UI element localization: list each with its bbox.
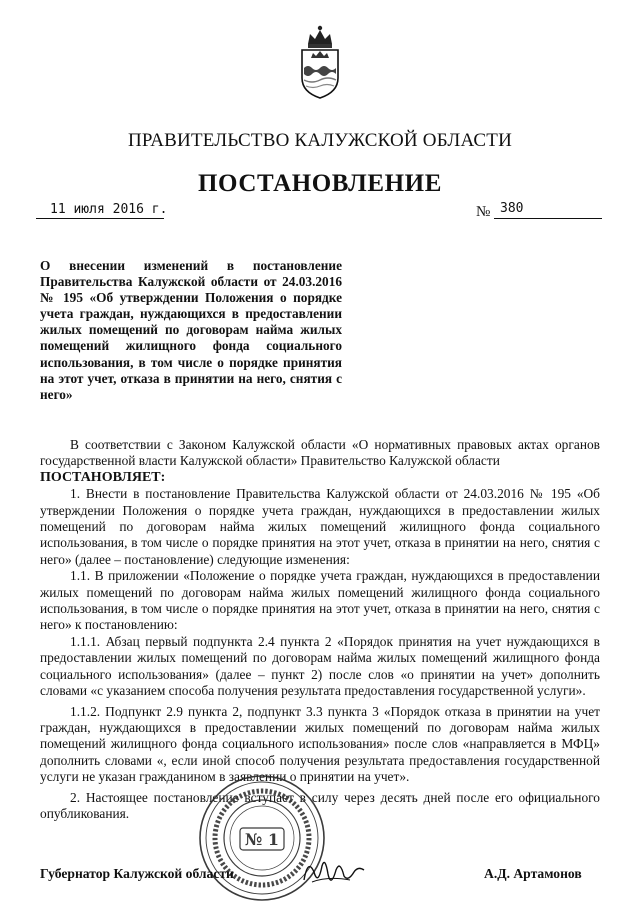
paragraph-1-1-2: 1.1.2. Подпункт 2.9 пункта 2, подпункт 3.3 пункта 3 «Порядок отказа в принятии на учет граждан, нуждающихся в предоставлении жилых помещений по договорам найма жилых помещений жилищного фонда социального использования» после слов «направляется в МФЦ» дополнить словами «, если иной способ получения результата предоставления государственной услуги не указан гражданином в заявлении о принятии на учет». <box>40 703 600 785</box>
coat-of-arms-emblem <box>296 22 344 102</box>
signatory-name: А.Д. Артамонов <box>484 866 582 881</box>
preamble-paragraph: В соответствии с Законом Калужской области «О нормативных правовых актах органов государственной власти Калужской области» Правительство Калужской области <box>40 437 600 469</box>
paragraph-1-1-1: 1.1.1. Абзац первый подпункта 2.4 пункта 2 «Порядок принятия на учет нуждающихся в предоставлении жилых помещений по договорам найма жилых помещений жилищного фонда социального использования» (далее – пункт 2) после слов «о принятии на учет» дополнить словами «с указанием способа получения результата предоставления государственной услуги». <box>40 633 600 699</box>
stamp-number: № 1 <box>244 830 280 849</box>
document-number: 380 <box>500 201 524 216</box>
organization-title: ПРАВИТЕЛЬСТВО КАЛУЖСКОЙ ОБЛАСТИ <box>127 130 513 151</box>
document-date: 11 июля 2016 г. <box>50 202 168 217</box>
document-body <box>40 437 600 822</box>
date-underline <box>36 218 164 219</box>
paragraph-1-1: 1.1. В приложении «Положение о порядке учета граждан, нуждающихся в предоставлении жилых помещений по договорам найма жилых помещений жилищного фонда социального использования, в том числе о порядке принятия на этот учет, отказа в принятии на него, снятия с него» к постановлению: <box>40 568 600 633</box>
paragraph-2: 2. Настоящее постановление вступает в силу через десять дней после его официального опубликования. <box>40 789 600 821</box>
governor-title: Губернатор Калужской области <box>40 866 234 881</box>
resolves-heading: ПОСТАНОВЛЯЕТ: <box>40 469 166 485</box>
paragraph-1: 1. Внести в постановление Правительства Калужской области от 24.03.2016 № 195 «Об утверждении Положения о порядке учета граждан, нуждающихся в предоставлении жилых помещений по договорам найма жилых помещений жилищного фонда социального использования, в том числе о порядке принятия на этот учет, отказа в принятии на него, снятия с него» (далее – постановление) следующие изменения: <box>40 486 600 567</box>
document-type-title: ПОСТАНОВЛЕНИЕ <box>197 170 443 197</box>
number-underline <box>494 218 602 219</box>
document-subject: О внесении изменений в постановление Правительства Калужской области от 24.03.2016 № 195 «Об утверждении Положения о порядке учета граждан, нуждающихся в предоставлении жилых помещений по договорам найма жилых помещений жилищного фонда социального использования, в том числе о порядке принятия на этот учет, отказа в принятии на него, снятия с него» <box>40 258 342 402</box>
handwritten-signature <box>298 852 368 892</box>
number-label: № <box>476 204 491 220</box>
